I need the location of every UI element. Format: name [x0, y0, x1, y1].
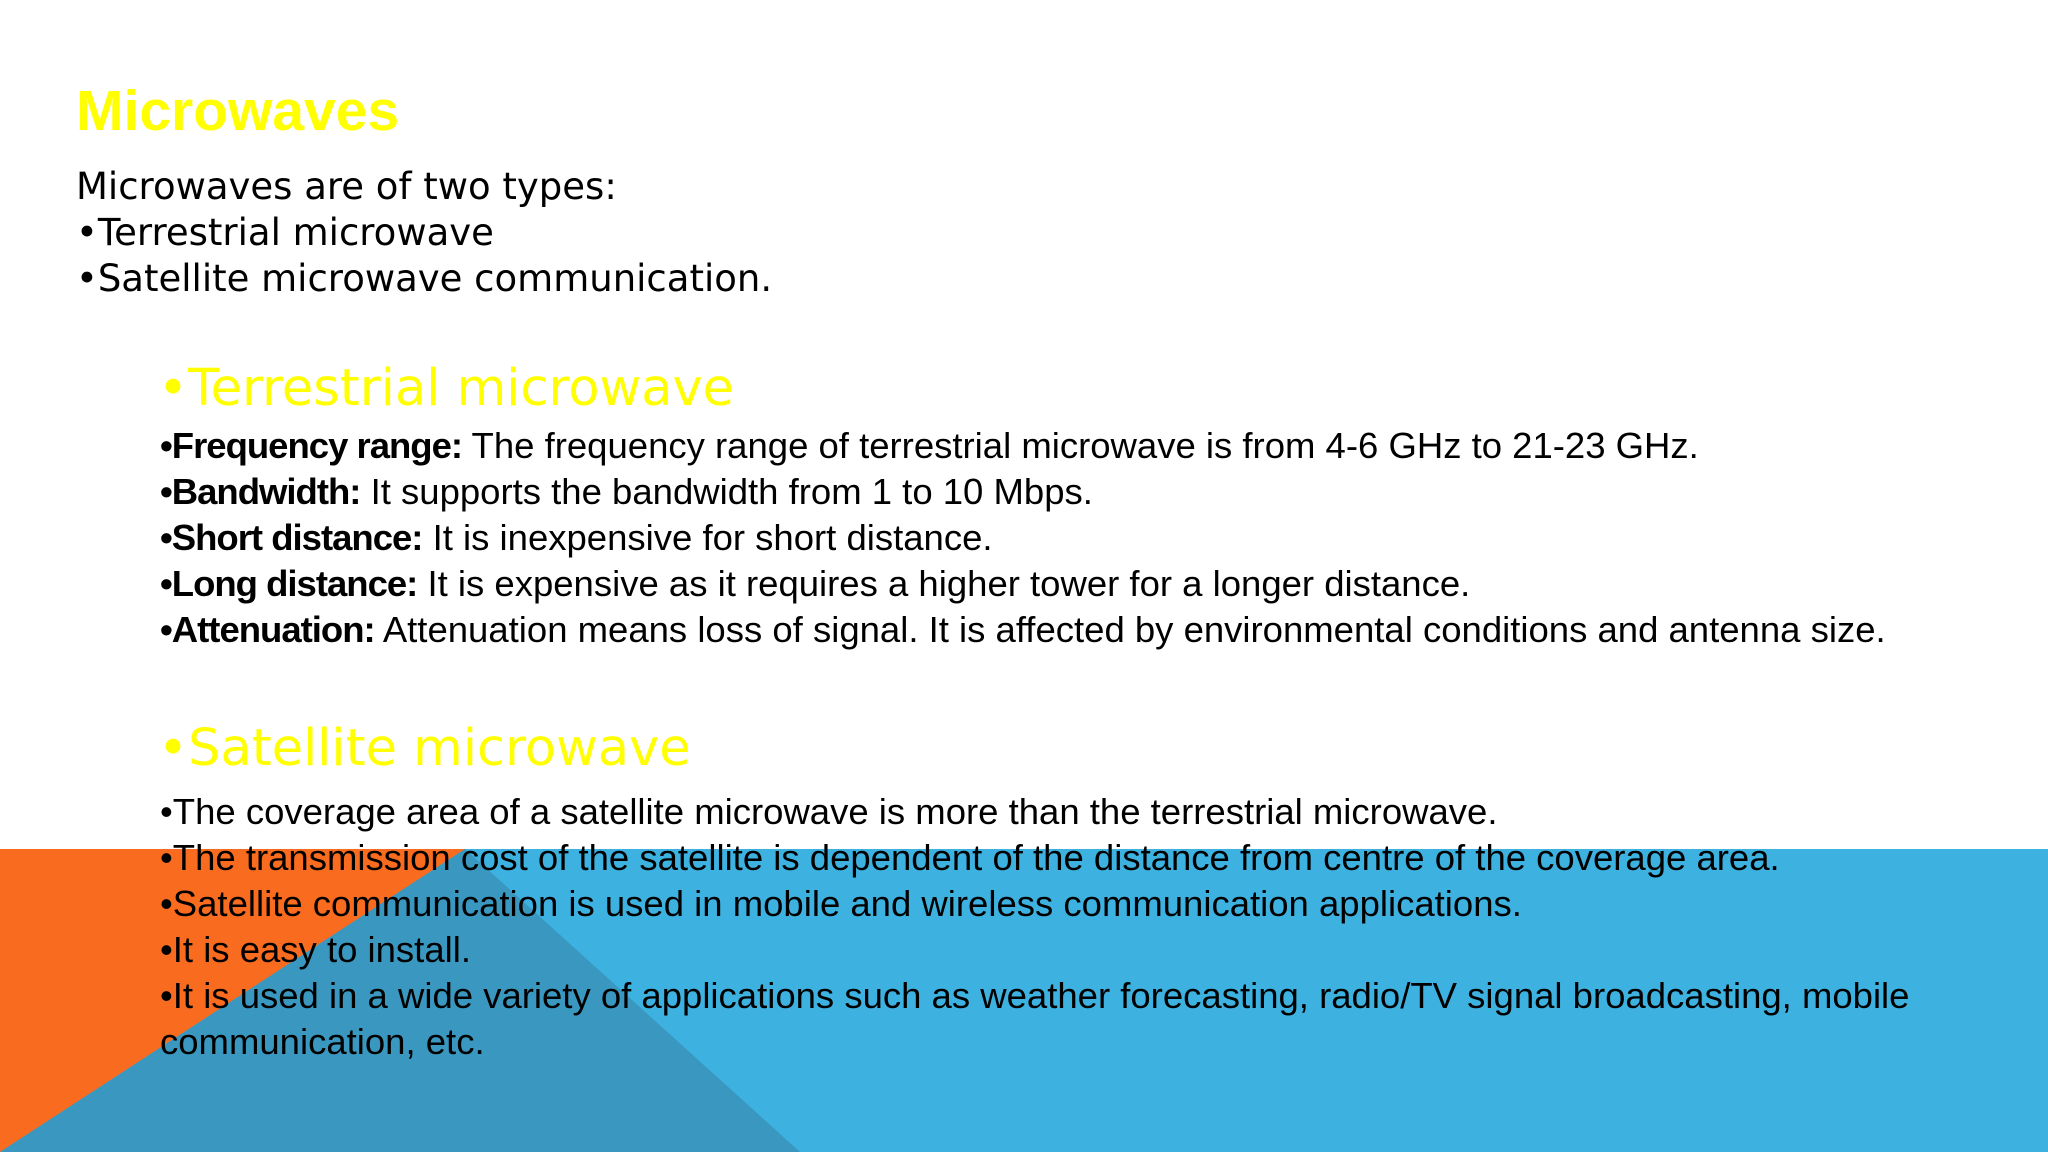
item-text: It is expensive as it requires a higher tower for a longer distance. — [417, 563, 1471, 604]
terrestrial-item-long-distance — [160, 561, 1960, 607]
terrestrial-item-short-distance — [160, 515, 1960, 561]
item-label: •Short distance: — [160, 517, 423, 558]
terrestrial-list — [160, 423, 1960, 653]
satellite-item-applications: •Satellite communication is used in mobile and wireless communication applications. — [160, 883, 1522, 924]
item-text: Attenuation means loss of signal. It is affected by environmental conditions and antenna size. — [374, 609, 1886, 650]
terrestrial-item-attenuation — [160, 607, 1960, 653]
item-text: It is inexpensive for short distance. — [422, 517, 993, 558]
satellite-heading: •Satellite microwave — [158, 719, 691, 778]
item-label: •Long distance: — [160, 563, 418, 604]
satellite-item-cost: •The transmission cost of the satellite is dependent of the distance from centre of the coverage area. — [160, 837, 1780, 878]
item-label: •Bandwidth: — [160, 471, 361, 512]
item-text: It supports the bandwidth from 1 to 10 Mbps. — [360, 471, 1093, 512]
item-label: •Frequency range: — [160, 425, 463, 466]
satellite-item-coverage: •The coverage area of a satellite microwave is more than the terrestrial microwave. — [160, 791, 1498, 832]
terrestrial-item-frequency — [160, 423, 1960, 469]
intro-type-satellite: •Satellite microwave communication. — [76, 257, 773, 300]
satellite-list — [160, 789, 1960, 1065]
intro-type-terrestrial: •Terrestrial microwave — [76, 211, 494, 254]
satellite-item-install: •It is easy to install. — [160, 929, 471, 970]
slide-title: Microwaves — [76, 79, 400, 143]
item-text: The frequency range of terrestrial microwave is from 4-6 GHz to 21-23 GHz. — [462, 425, 1699, 466]
satellite-item-uses: •It is used in a wide variety of applications such as weather forecasting, radio/TV signal broadcasting, mobile communication, etc. — [160, 975, 1910, 1062]
terrestrial-item-bandwidth — [160, 469, 1960, 515]
terrestrial-heading: •Terrestrial microwave — [158, 359, 735, 418]
intro-block — [76, 164, 772, 302]
item-label: •Attenuation: — [160, 609, 375, 650]
intro-lead: Microwaves are of two types: — [76, 165, 617, 208]
